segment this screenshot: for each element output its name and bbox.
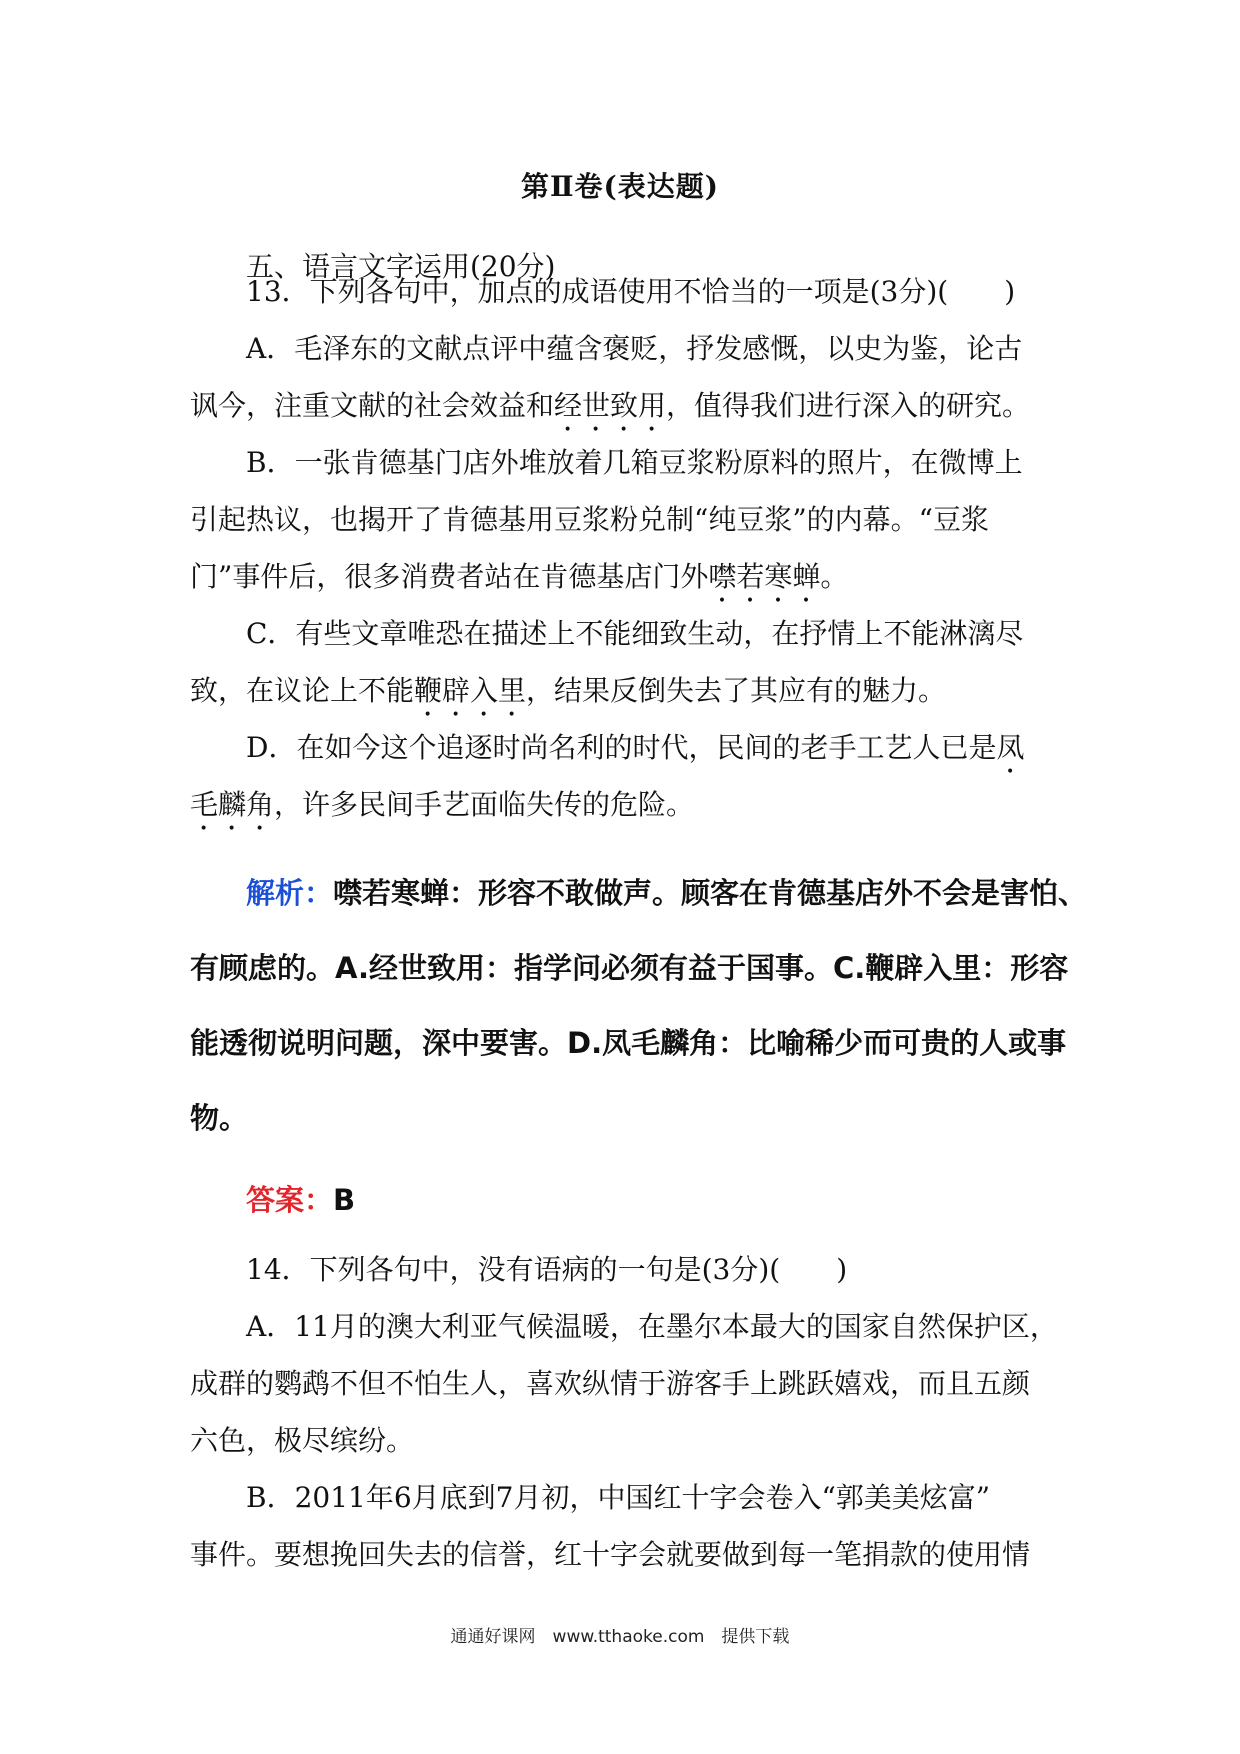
option-a-line-2: 成群的鹦鹉不但不怕生人，喜欢纵情于游客手上跳跃嬉戏，而且五颜	[190, 1367, 1031, 1400]
dotted-idiom: 噤若寒蝉	[708, 560, 821, 593]
text-span: 讽今，注重文献的社会效益和	[190, 389, 555, 422]
question-14	[190, 1241, 1060, 1583]
option-a-line-2	[190, 377, 1060, 434]
section-title: 五、语言文字运用(20分)	[246, 250, 556, 283]
text-span: 致，在议论上不能	[190, 674, 415, 707]
option-d-line-1	[190, 719, 1060, 776]
dotted-idiom: 经世致用	[554, 389, 667, 422]
text-span: ，结果反倒失去了其应有的魅力。	[526, 674, 947, 707]
analysis-line-2: 有顾虑的。A.经世致用：指学问必须有益于国事。C.鞭辟入里：形容	[190, 951, 1069, 985]
option-b-line-2: 事件。要想挽回失去的信誉，红十字会就要做到每一笔捐款的使用情	[190, 1538, 1031, 1571]
option-b-line-1: B．2011年6月底到7月初，中国红十字会卷入“郭美美炫富”	[246, 1481, 991, 1514]
dotted-idiom: 毛麟角	[190, 788, 275, 821]
analysis-line-3: 能透彻说明问题，深中要害。D.凤毛麟角：比喻稀少而可贵的人或事	[190, 1026, 1067, 1060]
option-a-line-3: 六色，极尽缤纷。	[190, 1424, 415, 1457]
question-stem: 14．下列各句中，没有语病的一句是(3分)( )	[246, 1253, 848, 1286]
dotted-idiom: 鞭辟入里	[414, 674, 527, 707]
option-a-line-1: A．11月的澳大利亚气候温暖，在墨尔本最大的国家自然保护区，	[246, 1310, 1058, 1343]
analysis-line-4: 物。	[190, 1101, 249, 1135]
option-b-line-1: B．一张肯德基门店外堆放着几箱豆浆粉原料的照片，在微博上	[246, 446, 1023, 479]
answer-line	[246, 1178, 355, 1219]
text-span: 。	[820, 560, 849, 593]
option-b-line-3	[190, 548, 1060, 605]
option-c-line-1: C．有些文章唯恐在描述上不能细致生动，在抒情上不能淋漓尽	[246, 617, 1024, 650]
option-c-line-2	[190, 662, 1060, 719]
text-span: ，许多民间手艺面临失传的危险。	[274, 788, 695, 821]
answer-label: 答案：	[246, 1183, 334, 1217]
text-span: ，值得我们进行深入的研究。	[666, 389, 1031, 422]
text-span: D．在如今这个追逐时尚名利的时代，民间的老手工艺人已是	[246, 731, 997, 764]
question-13	[190, 263, 1060, 833]
dotted-idiom: 凤	[996, 731, 1025, 764]
option-d-line-2	[190, 776, 1060, 833]
option-b-line-2: 引起热议，也揭开了肯德基用豆浆粉兑制“纯豆浆”的内幕。“豆浆	[190, 503, 989, 536]
analysis-label: 解析：	[246, 876, 334, 910]
text-span: 噤若寒蝉：形容不敢做声。顾客在肯德基店外不会是害怕、	[333, 876, 1088, 910]
answer-value: B	[333, 1183, 356, 1217]
option-a-line-1: A．毛泽东的文献点评中蕴含褒贬，抒发感慨，以史为鉴，论古	[246, 332, 1023, 365]
page-footer: 通通好课网 www.tthaoke.com 提供下载	[450, 1627, 790, 1647]
analysis-block	[190, 856, 1088, 1156]
text-span: 门”事件后，很多消费者站在肯德基店门外	[190, 560, 709, 593]
volume-heading: 第Ⅱ卷(表达题)	[520, 170, 720, 203]
question-stem: 13．下列各句中，加点的成语使用不恰当的一项是(3分)( )	[246, 275, 1016, 308]
analysis-line-1	[190, 856, 1088, 931]
